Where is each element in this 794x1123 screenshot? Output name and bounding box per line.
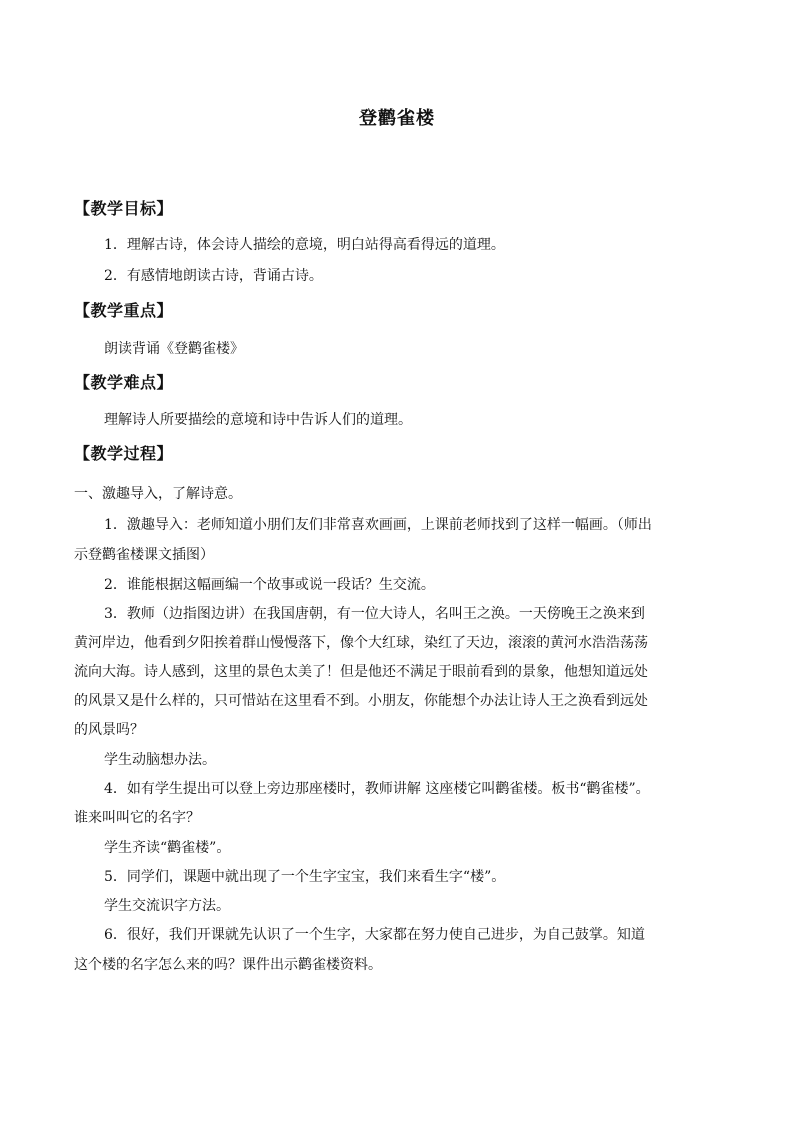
process-line: 5．同学们，课题中就出现了一个生字宝宝，我们来看生字“楼”。 (104, 869, 506, 885)
process-line: 这个楼的名字怎么来的吗？课件出示鹳雀楼资料。 (74, 957, 382, 973)
process-line: 的风景又是什么样的，只可惜站在这里看不到。小朋友，你能想个办法让诗人王之涣看到远处 (74, 693, 648, 709)
process-line: 3．教师（边指图边讲）在我国唐朝，有一位大诗人，名叫王之涣。一天傍晚王之涣来到 (104, 606, 645, 622)
key-points-text: 朗读背诵《登鹳雀楼》 (104, 341, 244, 357)
process-line: 6．很好，我们开课就先认识了一个生字，大家都在努力使自己进步，为自己鼓掌。知道 (104, 927, 645, 943)
process-line: 学生动脑想办法。 (104, 752, 216, 768)
process-line: 示登鹳雀楼课文插图） (74, 547, 214, 563)
process-line: 黄河岸边，他看到夕阳挨着群山慢慢落下，像个大红球，染红了天边，滚滚的黄河水浩浩荡荡 (74, 635, 648, 651)
objectives-heading: 【教学目标】 (74, 199, 174, 218)
process-line: 的风景吗？ (74, 722, 144, 738)
process-line: 学生齐读“鹳雀楼”。 (104, 840, 231, 856)
difficulties-text: 理解诗人所要描绘的意境和诗中告诉人们的道理。 (104, 412, 412, 428)
process-line: 一、激趣导入，了解诗意。 (74, 486, 242, 502)
page-title: 登鹳雀楼 (359, 108, 435, 129)
process-line: 4．如有学生提出可以登上旁边那座楼时，教师讲解 这座楼它叫鹳雀楼。板书“鹳雀楼”。 (104, 781, 650, 797)
process-line: 学生交流识字方法。 (104, 898, 230, 914)
process-line: 2．谁能根据这幅画编一个故事或说一段话？生交流。 (104, 577, 435, 593)
key-points-heading: 【教学重点】 (74, 301, 174, 320)
difficulties-heading: 【教学难点】 (74, 373, 174, 392)
process-line: 1．激趣导入：老师知道小朋们友们非常喜欢画画，上课前老师找到了这样一幅画。（师出 (104, 517, 652, 533)
process-line: 谁来叫叫它的名字？ (74, 810, 200, 826)
process-heading: 【教学过程】 (74, 444, 174, 463)
objective-item: 1．理解古诗，体会诗人描绘的意境，明白站得高看得远的道理。 (104, 237, 505, 253)
process-line: 流向大海。诗人感到，这里的景色太美了！但是他还不满足于眼前看到的景象，他想知道远处 (74, 664, 648, 680)
objective-item: 2．有感情地朗读古诗，背诵古诗。 (104, 268, 323, 284)
